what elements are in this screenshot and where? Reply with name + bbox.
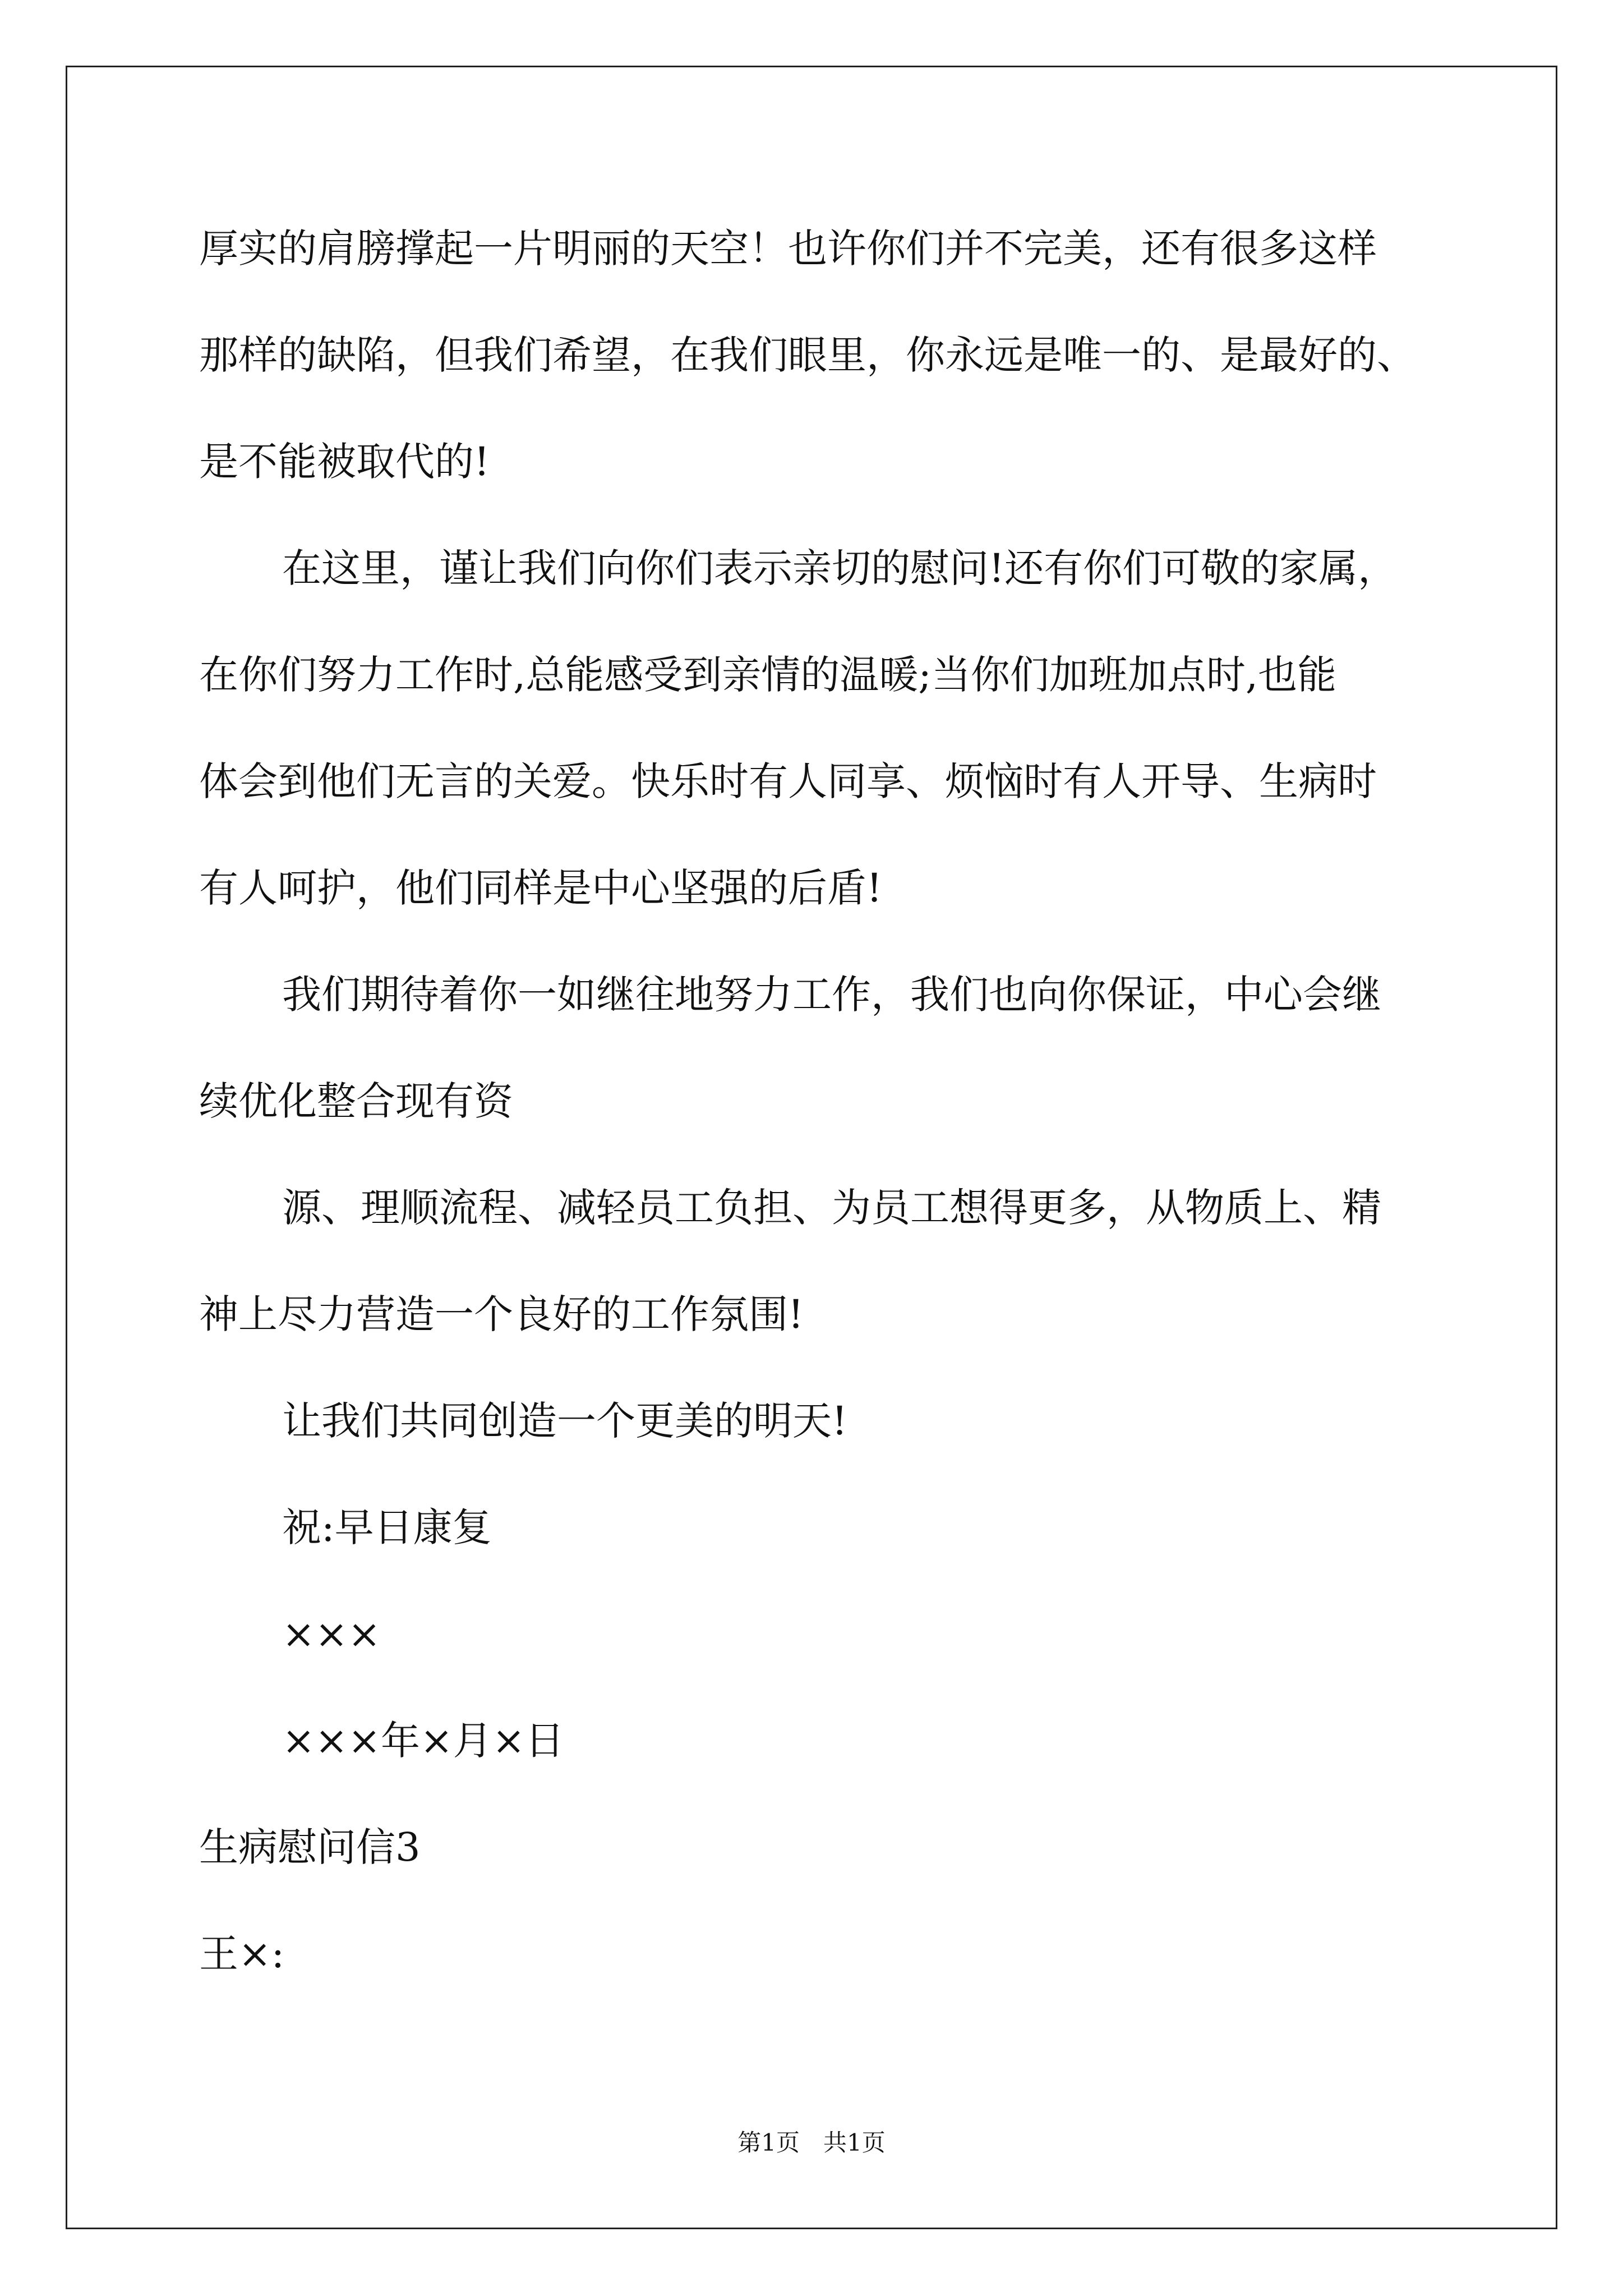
- text-line-8: 我们期待着你一如继往地努力工作，我们也向你保证，中心会继: [282, 972, 1381, 1018]
- section-title: 生病慰问信3: [199, 1824, 421, 1870]
- text-line-12: 让我们共同创造一个更美的明天!: [282, 1398, 848, 1444]
- text-line-3: 是不能被取代的!: [199, 439, 490, 485]
- text-line-10: 源、理顺流程、减轻员工负担、为员工想得更多，从物质上、精: [282, 1185, 1381, 1231]
- text-line-5: 在你们努力工作时,总能感受到亲情的温暖;当你们加班加点时,也能: [199, 652, 1337, 698]
- text-line-2: 那样的缺陷，但我们希望，在我们眼里，你永远是唯一的、是最好的、: [199, 332, 1416, 378]
- text-line-6: 体会到他们无言的关爱。快乐时有人同享、烦恼时有人开导、生病时: [199, 758, 1377, 804]
- text-line-7: 有人呵护，他们同样是中心坚强的后盾!: [199, 865, 883, 911]
- text-line-1: 厚实的肩膀撑起一片明丽的天空！也许你们并不完美，还有很多这样: [199, 226, 1377, 272]
- page-footer: 第1页 共1页: [737, 2129, 886, 2156]
- signature-name: ×××: [282, 1611, 381, 1657]
- text-line-9: 续优化整合现有资: [199, 1078, 513, 1124]
- text-line-13: 祝:早日康复: [282, 1504, 492, 1550]
- page-border: [66, 66, 1557, 2229]
- signature-date: ×××年×月×日: [282, 1718, 565, 1764]
- text-line-4: 在这里，谨让我们向你们表示亲切的慰问!还有你们可敬的家属，: [282, 545, 1398, 591]
- text-line-11: 神上尽力营造一个良好的工作氛围!: [199, 1291, 804, 1337]
- salutation: 王×:: [199, 1931, 285, 1977]
